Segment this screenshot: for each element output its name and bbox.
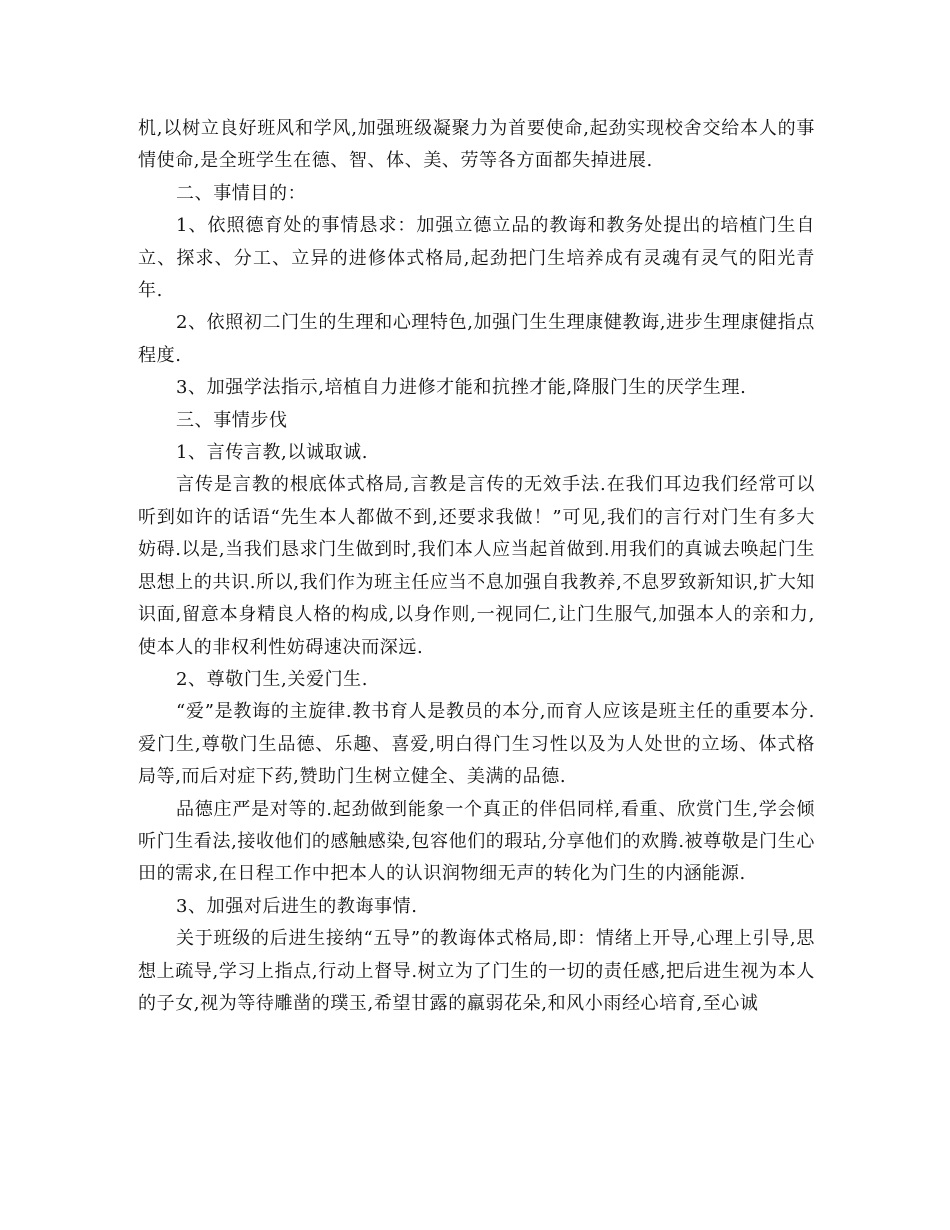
measure-paragraph-1: 言传是言教的根底体式格局,言教是言传的无效手法.在我们耳边我们经常可以听到如许的话语“先生本人都做不到,还要求我做！”可见,我们的言行对门生有多大妨碍.以是,当我们恳求门生做到时,我们本人应当起首做到.用我们的真诚去唤起门生思想上的共识.所以,我们作为班主任应当不息加强自我教养,不息罗致新知识,扩大知识面,留意本身精良人格的构成,以身作则,一视同仁,让门生服气,加强本人的亲和力,使本人的非权利性妨碍速决而深远. [138, 474, 815, 658]
measure-heading-1: 1、言传言教,以诚取诚. [176, 442, 369, 464]
measure-heading-3: 3、加强对后进生的教诲事情. [176, 895, 418, 917]
section-heading-goals: 二、事情目的： [176, 182, 307, 204]
measure-paragraph-3: 关于班级的后进生接纳“五导”的教诲体式格局,即：情绪上开导,心理上引导,思想上疏导,学习上指点,行动上督导.树立为了门生的一切的责任感,把后进生视为本人的子女,视为等待雕凿的璞玉,希望甘露的羸弱花朵,和风小雨经心培育,至心诚 [138, 928, 815, 1014]
measure-heading-2: 2、尊敬门生,关爱门生. [176, 668, 369, 690]
goal-item-3: 3、加强学法指示,培植自力进修才能和抗挫才能,降服门生的厌学生理. [176, 377, 747, 399]
measure-paragraph-2a: “爱”是教诲的主旋律.教书育人是教员的本分,而育人应该是班主任的重要本分.爱门生,尊敬门生品德、乐趣、喜爱,明白得门生习性以及为人处世的立场、体式格局等,而后对症下药,赞助门生树立健全、美满的品德. [138, 701, 815, 788]
section-heading-measures: 三、事情步伐 [176, 409, 288, 431]
goal-item-2: 2、依照初二门生的生理和心理特色,加强门生生理康健教诲,进步生理康健指点程度. [138, 312, 815, 366]
measure-paragraph-2b: 品德庄严是对等的.起劲做到能象一个真正的伴侣同样,看重、欣赏门生,学会倾听门生看法,接收他们的感触感染,包容他们的瑕玷,分享他们的欢腾.被尊敬是门生心田的需求,在日程工作中把本人的认识润物细无声的转化为门生的内涵能源. [138, 798, 815, 885]
goal-item-1: 1、依照德育处的事情恳求：加强立德立品的教诲和教务处提出的培植门生自立、探求、分工、立异的进修体式格局,起劲把门生培养成有灵魂有灵气的阳光青年. [138, 215, 815, 302]
document-body [138, 113, 815, 1020]
paragraph-continuation: 机,以树立良好班风和学风,加强班级凝聚力为首要使命,起劲实现校舍交给本人的事情使命,是全班学生在德、智、体、美、劳等各方面都失掉进展. [138, 118, 815, 172]
